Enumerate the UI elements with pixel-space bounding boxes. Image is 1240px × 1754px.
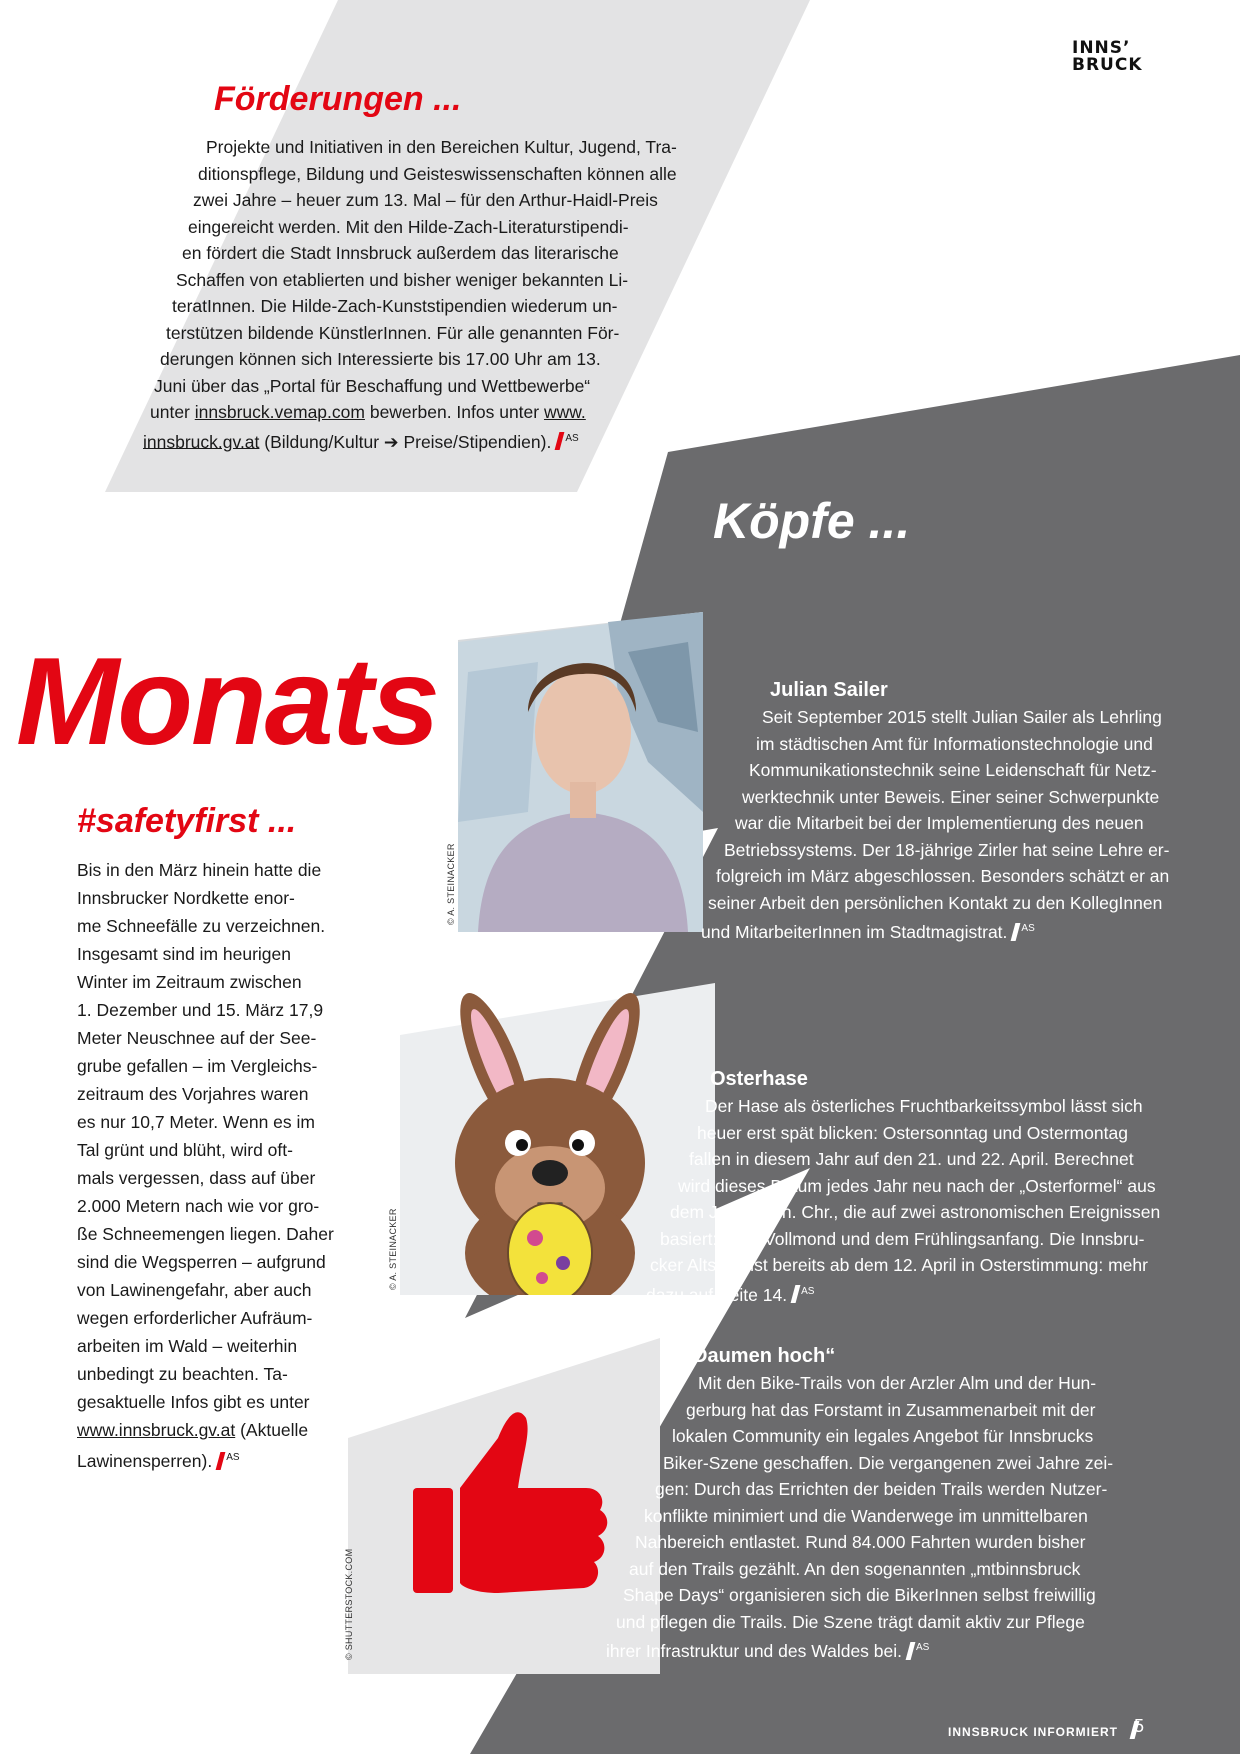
footer-label bbox=[948, 1721, 1140, 1739]
author-tag: AS bbox=[1021, 923, 1035, 934]
text-line: Insgesamt sind im heurigen bbox=[77, 944, 291, 964]
text-line: Innsbrucker Nordkette enor- bbox=[77, 888, 295, 908]
text-line: Mit den Bike-Trails von der Arzler Alm und der Hun- bbox=[698, 1373, 1097, 1393]
text-line: wegen erforderlicher Aufräum- bbox=[77, 1308, 313, 1328]
innsbruck-link-part2[interactable]: innsbruck.gv.at bbox=[143, 431, 260, 452]
text-line: Bis in den März hinein hatte die bbox=[77, 860, 322, 880]
text-line: me Schneefälle zu verzeichnen. bbox=[77, 916, 326, 936]
foerderungen-title: Förderungen ... bbox=[214, 80, 462, 118]
osterhase-title: Osterhase bbox=[710, 1068, 808, 1090]
text-line bbox=[606, 1635, 1240, 1664]
text-line: war die Mitarbeit bei der Implementierung des neuen bbox=[735, 813, 1144, 833]
text-line: 2.000 Metern nach wie vor gro- bbox=[77, 1196, 320, 1216]
safetyfirst-title: #safetyfirst ... bbox=[77, 802, 297, 840]
daumen-section bbox=[0, 1342, 1240, 1664]
text-fragment: (Aktuelle bbox=[235, 1420, 309, 1440]
text-line: Shape Days“ organisieren sich die BikerInnen selbst freiwillig bbox=[623, 1585, 1096, 1605]
text-line: Projekte und Initiativen in den Bereichen Kultur, Jugend, Tra- bbox=[206, 137, 677, 157]
text-fragment: (Bildung/Kultur ➔ Preise/Stipendien). bbox=[259, 431, 552, 452]
text-fragment: bewerben. Infos unter bbox=[364, 402, 544, 422]
author-tag: AS bbox=[565, 432, 579, 444]
innsbruck-link-part1[interactable]: www. bbox=[543, 402, 586, 422]
red-marker-icon bbox=[555, 432, 565, 450]
text-line: zeitraum des Vorjahres waren bbox=[77, 1084, 309, 1104]
text-line: es nur 10,7 Meter. Wenn es im bbox=[77, 1112, 315, 1132]
text-line: mals vergessen, dass auf über bbox=[77, 1168, 316, 1188]
osterhase-section bbox=[0, 1065, 1240, 1308]
logo-line-2: BRUCK bbox=[1072, 55, 1143, 75]
text-line: im städtischen Amt für Informationstechnologie und bbox=[756, 733, 1153, 754]
text-line: seiner Arbeit den persönlichen Kontakt zu den KollegInnen bbox=[708, 892, 1163, 913]
text-fragment: dazu auf Seite 14. bbox=[646, 1284, 788, 1305]
text-line: dem Jahr 325 n. Chr., die auf zwei astronomischen Ereignissen bbox=[670, 1202, 1161, 1222]
daumen-title: „Daumen hoch“ bbox=[683, 1345, 836, 1367]
logo-line-1: INNS’ bbox=[1072, 38, 1131, 58]
text-line: werktechnik unter Beweis. Einer seiner Schwerpunkte bbox=[742, 786, 1160, 807]
foerderungen-text bbox=[0, 134, 1240, 455]
author-tag: AS bbox=[226, 1452, 240, 1463]
text-line: und pflegen die Trails. Die Szene trägt damit aktiv zur Pflege bbox=[616, 1611, 1085, 1632]
text-line: folgreich im März abgeschlossen. Besonders schätzt er an bbox=[716, 866, 1170, 886]
text-line: arbeiten im Wald – weiterhin bbox=[77, 1336, 298, 1356]
text-line bbox=[143, 426, 1240, 455]
monats-title: Monats bbox=[16, 633, 438, 771]
text-line: von Lawinengefahr, aber auch bbox=[77, 1280, 312, 1300]
page-number: 5 bbox=[1134, 1716, 1145, 1736]
text-line: eingereicht werden. Mit den Hilde-Zach-Literaturstipendi- bbox=[188, 216, 629, 237]
julian-section bbox=[0, 676, 1240, 945]
text-line: Tal grünt und blüht, wird oft- bbox=[77, 1140, 293, 1160]
vemap-link[interactable]: innsbruck.vemap.com bbox=[194, 402, 365, 422]
text-line: Schaffen von etablierten und bisher weniger bekannten Li- bbox=[176, 269, 629, 290]
text-line: fallen in diesem Jahr auf den 21. und 22. April. Berechnet bbox=[689, 1149, 1134, 1169]
text-fragment: unter bbox=[150, 402, 195, 422]
text-line: Kommunikationstechnik seine Leidenschaft für Netz- bbox=[749, 760, 1157, 780]
marker-icon bbox=[1011, 923, 1021, 941]
text-line: auf den Trails gezählt. An den sogenannten „mtbinnsbruck bbox=[629, 1558, 1081, 1579]
text-line: teratInnen. Die Hilde-Zach-Kunststipendien wiederum un- bbox=[172, 296, 618, 316]
text-line: terstützen bildende KünstlerInnen. Für alle genannten För- bbox=[166, 322, 620, 343]
footer-text: INNSBRUCK INFORMIERT bbox=[948, 1725, 1118, 1739]
text-line: gesaktuelle Infos gibt es unter bbox=[77, 1392, 310, 1412]
text-line: lokalen Community ein legales Angebot für Innsbrucks bbox=[672, 1426, 1094, 1446]
author-tag: AS bbox=[801, 1285, 815, 1297]
text-line: Betriebssystems. Der 18-jährige Zirler hat seine Lehre er- bbox=[724, 839, 1170, 860]
text-line: ditionspflege, Bildung und Geisteswissenschaften können alle bbox=[198, 163, 677, 184]
text-fragment: Lawinensperren). bbox=[77, 1450, 213, 1471]
innsbruck-logo bbox=[1072, 40, 1143, 74]
text-line: konflikte minimiert und die Wanderwege im unmittelbaren bbox=[644, 1505, 1088, 1526]
text-line: ße Schneemengen liegen. Daher bbox=[77, 1224, 334, 1244]
text-line: Nahbereich entlastet. Rund 84.000 Fahrten wurden bisher bbox=[635, 1532, 1086, 1552]
text-fragment: und MitarbeiterInnen im Stadtmagistrat. bbox=[701, 921, 1008, 942]
text-line: en fördert die Stadt Innsbruck außerdem das literarische bbox=[182, 243, 619, 263]
text-line bbox=[646, 1279, 1240, 1308]
text-line: grube gefallen – im Vergleichs- bbox=[77, 1056, 318, 1076]
text-line: unbedingt zu beachten. Ta- bbox=[77, 1364, 288, 1384]
text-line: Biker-Szene geschaffen. Die vergangenen zwei Jahre zei- bbox=[663, 1452, 1114, 1473]
lawinen-link[interactable]: www.innsbruck.gv.at bbox=[77, 1420, 236, 1440]
text-line: basiert: Dem Vollmond und dem Frühlingsanfang. Die Innsbru- bbox=[660, 1228, 1145, 1249]
text-line bbox=[150, 399, 1240, 426]
text-line: gen: Durch das Errichten der beiden Trails werden Nutzer- bbox=[655, 1479, 1108, 1499]
julian-photo-credit: © A. STEINACKER bbox=[446, 843, 456, 925]
koepfe-title: Köpfe ... bbox=[713, 493, 911, 549]
text-line: Der Hase als österliches Fruchtbarkeitssymbol lässt sich bbox=[705, 1096, 1143, 1116]
osterhase-photo-credit: © A. STEINACKER bbox=[388, 1208, 398, 1290]
text-line: sind die Wegsperren – aufgrund bbox=[77, 1252, 326, 1272]
text-line bbox=[701, 916, 1240, 945]
text-line: Seit September 2015 stellt Julian Sailer als Lehrling bbox=[762, 707, 1162, 727]
julian-title: Julian Sailer bbox=[770, 679, 888, 701]
text-line: 1. Dezember und 15. März 17,9 bbox=[77, 1000, 324, 1020]
text-fragment: ihrer Infrastruktur und des Waldes bei. bbox=[606, 1640, 903, 1661]
marker-icon bbox=[791, 1285, 801, 1303]
text-line: derungen können sich Interessierte bis 17.00 Uhr am 13. bbox=[160, 349, 601, 369]
marker-icon bbox=[906, 1642, 916, 1660]
text-line: zwei Jahre – heuer zum 13. Mal – für den Arthur-Haidl-Preis bbox=[193, 190, 658, 210]
text-line: Winter im Zeitraum zwischen bbox=[77, 972, 302, 992]
text-line: heuer erst spät blicken: Ostersonntag und Ostermontag bbox=[697, 1122, 1128, 1143]
text-line: cker Altstadt ist bereits ab dem 12. April in Osterstimmung: mehr bbox=[650, 1255, 1148, 1275]
daumen-photo-credit: © SHUTTERSTOCK.COM bbox=[344, 1548, 354, 1660]
text-line: gerburg hat das Forstamt in Zusammenarbeit mit der bbox=[686, 1399, 1096, 1420]
author-tag: AS bbox=[916, 1642, 930, 1653]
text-line: wird dieses Datum jedes Jahr neu nach der „Osterformel“ aus bbox=[678, 1175, 1156, 1196]
text-line: Juni über das „Portal für Beschaffung und Wettbewerbe“ bbox=[154, 375, 591, 396]
text-line: Meter Neuschnee auf der See- bbox=[77, 1028, 317, 1048]
